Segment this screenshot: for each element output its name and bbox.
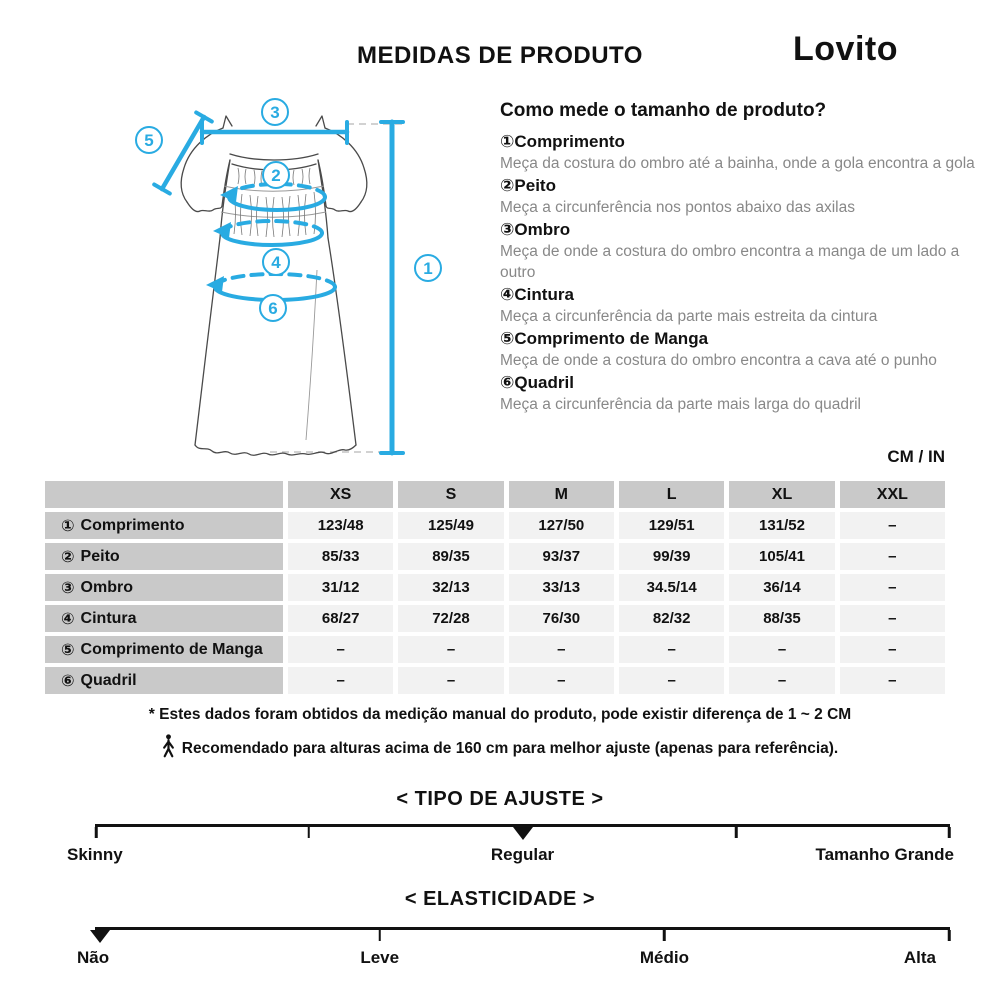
item-name: Peito [514,176,556,195]
fit-tick-0 [95,827,98,838]
callout-4: 4 [271,253,281,272]
garment-diagram [110,90,470,475]
table-cell: 36/14 [729,574,834,601]
table-cell: 34.5/14 [619,574,724,601]
item-number: ④ [500,285,515,304]
col-header-s: S [398,481,503,508]
fit-scale-title: < TIPO DE AJUSTE > [396,788,604,810]
item-number: ⑥ [500,373,515,392]
table-cell: 89/35 [398,543,503,570]
table-cell: – [398,667,503,694]
elasticity-scale [77,927,950,972]
measure-item-quadril [500,372,988,415]
row-number: ③ [61,579,75,597]
col-header-l: L [619,481,724,508]
item-desc: Meça da costura do ombro até a bainha, onde a gola encontra a gola [500,155,975,172]
measure-item-cintura [500,284,988,327]
elasticity-tick-33 [378,930,381,941]
chest-measure-ellipse [229,197,325,210]
callout-1: 1 [423,259,433,278]
row-label [45,543,283,570]
callout-5: 5 [144,131,154,150]
row-name: Ombro [80,578,133,596]
row-number: ② [61,548,75,566]
sleeve-measure-line [162,117,204,189]
item-name: Ombro [514,220,571,239]
row-label [45,605,283,632]
item-name: Cintura [514,285,574,304]
table-cell: – [288,667,393,694]
table-cell: 131/52 [729,512,834,539]
item-desc: Meça a circunferência nos pontos abaixo das axilas [500,199,855,216]
row-name: Comprimento de Manga [80,640,263,658]
table-cell: 32/13 [398,574,503,601]
elasticity-label-nao: Não [77,948,110,967]
table-cell: 129/51 [619,512,724,539]
dress-illustration [110,90,470,475]
waist-measure-ellipse [222,233,322,245]
table-cell: – [398,636,503,663]
fit-label-skinny: Skinny [67,845,123,864]
item-number: ③ [500,220,515,239]
col-header-m: M [509,481,614,508]
table-cell: – [840,636,945,663]
table-cell: – [840,512,945,539]
page-title: MEDIDAS DE PRODUTO [357,42,643,69]
table-cell: – [840,574,945,601]
table-cell: – [619,636,724,663]
row-name: Quadril [80,671,137,689]
table-cell: – [840,543,945,570]
table-cell: 76/30 [509,605,614,632]
col-header-xs: XS [288,481,393,508]
fit-tick-100 [948,827,951,838]
table-cell: – [729,636,834,663]
item-name: Quadril [514,373,574,392]
item-number: ⑤ [500,329,515,348]
elasticity-scale-line [95,927,950,930]
col-header-xl: XL [729,481,834,508]
elasticity-label-alta: Alta [903,948,936,967]
table-cell: 125/49 [398,512,503,539]
unit-label: CM / IN [887,447,945,466]
fit-label-tamanho-grande: Tamanho Grande [815,845,954,864]
table-cell: 88/35 [729,605,834,632]
table-cell: – [509,667,614,694]
elasticity-label-medio: Médio [639,948,689,967]
table-cell: 33/13 [509,574,614,601]
measure-item-manga [500,328,988,371]
height-recommendation [0,734,1000,758]
table-cell: 99/39 [619,543,724,570]
table-cell: – [509,636,614,663]
fit-pointer [513,827,533,840]
size-table [45,481,945,694]
row-label [45,667,283,694]
fit-tick-75 [735,827,738,838]
elasticity-tick-100 [948,930,951,941]
row-name: Comprimento [80,516,185,534]
item-name: Comprimento de Manga [514,329,709,348]
measure-item-comprimento [500,131,988,174]
row-name: Peito [80,547,120,565]
brand-logo: Lovito [793,30,898,68]
table-cell: – [288,636,393,663]
row-name: Cintura [80,609,137,627]
item-desc: Meça a circunferência da parte mais estreita da cintura [500,308,878,325]
table-cell: 72/28 [398,605,503,632]
callout-3: 3 [270,103,280,122]
item-desc: Meça de onde a costura do ombro encontra a manga de um lado a outro [500,243,960,281]
table-cell: 127/50 [509,512,614,539]
callout-2: 2 [271,166,281,185]
row-number: ④ [61,610,75,628]
row-label [45,512,283,539]
callout-6: 6 [268,299,278,318]
item-name: Comprimento [514,132,625,151]
table-cell: 68/27 [288,605,393,632]
elasticity-tick-66 [663,930,666,941]
table-cell: – [840,605,945,632]
table-corner-cell [45,481,283,508]
table-cell: – [840,667,945,694]
measurement-disclaimer: * Estes dados foram obtidos da medição manual do produto, pode existir diferença de 1 ~ 2 CM [148,706,852,723]
col-header-xxl: XXL [840,481,945,508]
height-recommendation-text: Recomendado para alturas acima de 160 cm para melhor ajuste (apenas para referência). [181,740,839,757]
person-height-icon [162,734,175,758]
measure-item-ombro [500,219,988,283]
elasticity-pointer [90,930,110,943]
fit-label-regular: Regular [490,845,555,864]
table-cell: 93/37 [509,543,614,570]
table-cell: 31/12 [288,574,393,601]
row-label [45,574,283,601]
table-cell: 82/32 [619,605,724,632]
row-number: ① [61,517,75,535]
item-desc: Meça a circunferência da parte mais larga do quadril [500,396,861,413]
fit-tick-25 [308,827,311,838]
item-number: ① [500,132,515,151]
elasticity-label-leve: Leve [360,948,400,967]
table-cell: – [619,667,724,694]
row-number: ⑥ [61,672,75,690]
fit-scale [67,824,954,869]
table-cell: 123/48 [288,512,393,539]
measure-item-peito [500,175,988,218]
table-cell: 105/41 [729,543,834,570]
row-number: ⑤ [61,641,75,659]
row-label [45,636,283,663]
table-cell: – [729,667,834,694]
howto-section [500,100,988,416]
howto-title: Como mede o tamanho de produto? [500,100,827,121]
item-desc: Meça de onde a costura do ombro encontra a cava até o punho [500,352,937,369]
table-cell: 85/33 [288,543,393,570]
elasticity-scale-title: < ELASTICIDADE > [404,888,596,910]
item-number: ② [500,176,515,195]
